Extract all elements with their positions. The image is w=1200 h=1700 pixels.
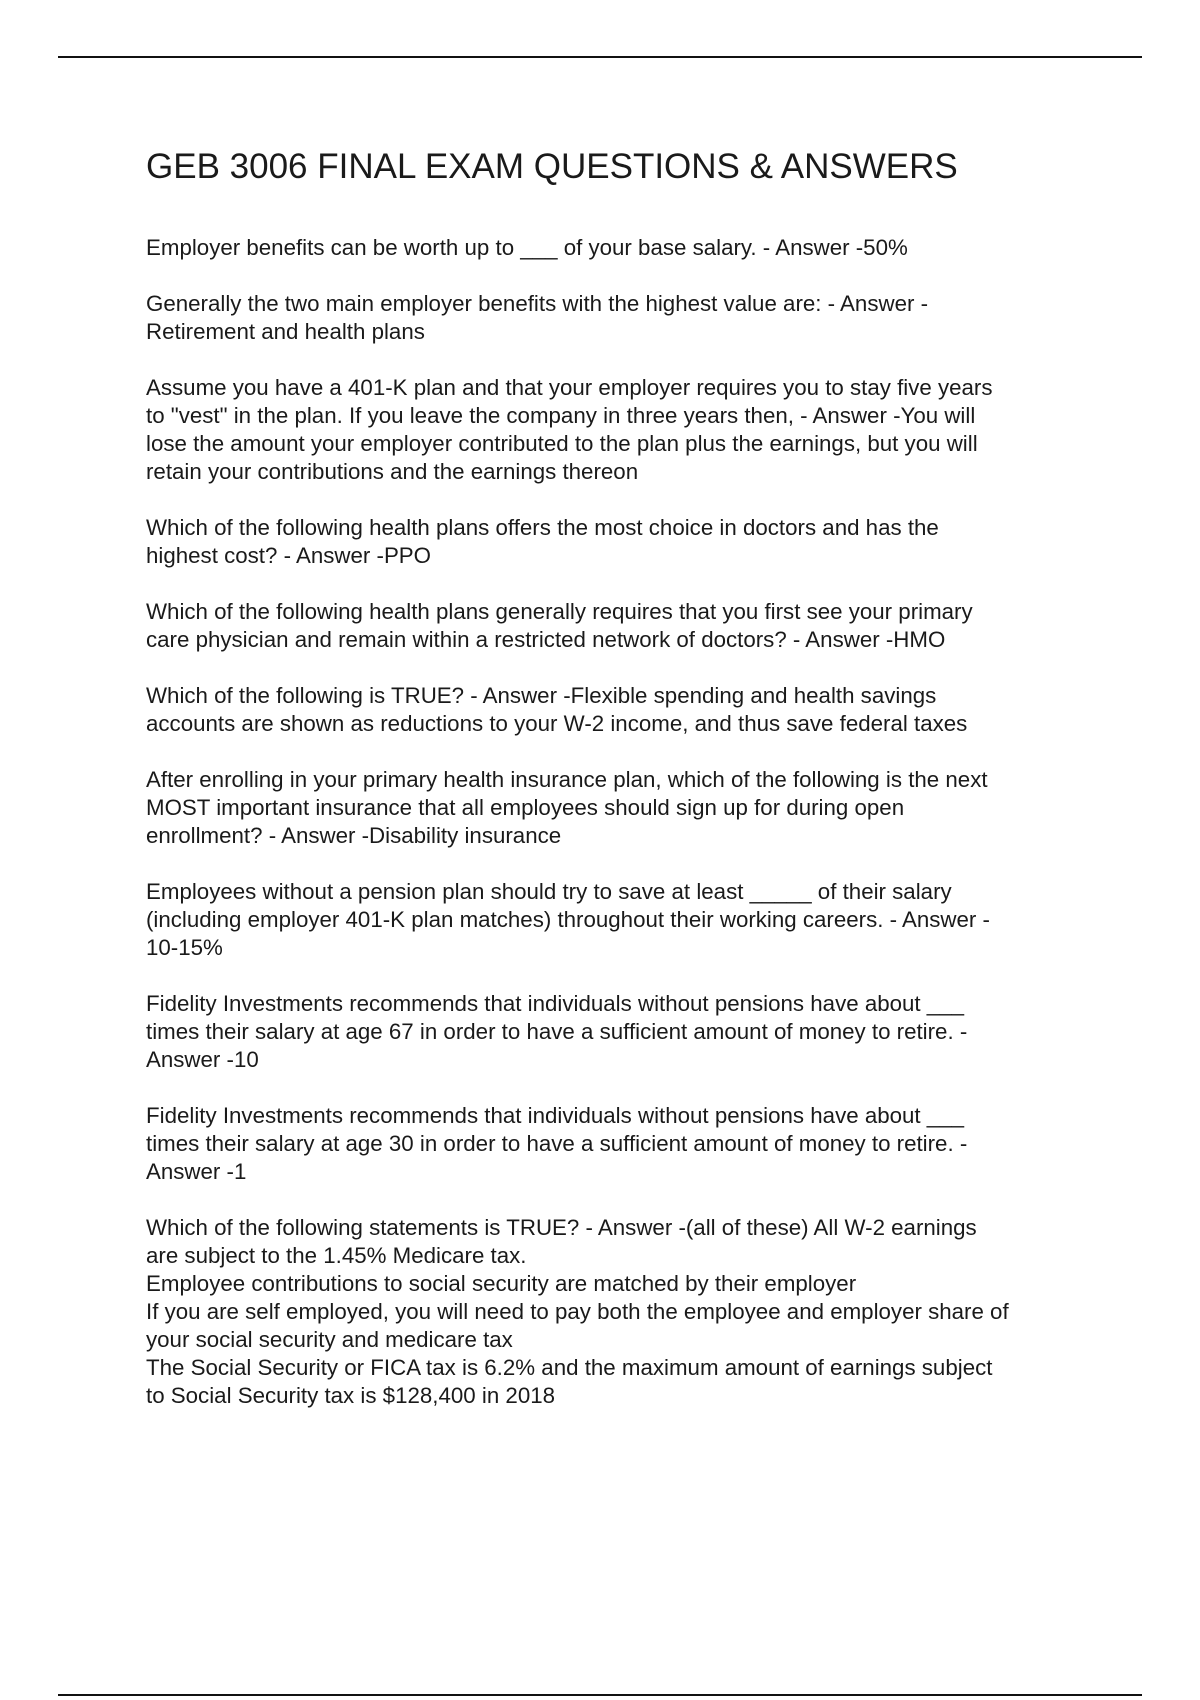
qa-item-4: Which of the following health plans offers the most choice in doctors and has the highest cost? - Answer -PPO <box>146 515 939 568</box>
document-title: GEB 3006 FINAL EXAM QUESTIONS & ANSWERS <box>146 147 958 186</box>
qa-item-6: Which of the following is TRUE? - Answer -Flexible spending and health savings accounts are shown as reductions to your W-2 income, and thus save federal taxes <box>146 683 968 736</box>
qa-item-8: Employees without a pension plan should try to save at least _____ of their salary (including employer 401-K plan matches) throughout their working careers. - Answer - 10-15% <box>146 879 990 960</box>
qa-item-1: Employer benefits can be worth up to ___ of your base salary. - Answer -50% <box>146 235 908 260</box>
qa-item-2: Generally the two main employer benefits with the highest value are: - Answer - Retirement and health plans <box>146 291 929 344</box>
qa-item-11: Which of the following statements is TRUE? - Answer -(all of these) All W-2 earnings are subject to the 1.45% Medicare tax. Employee contributions to social security are matched by their employer If you are self employed, you will need to pay both the employee and employer share of your social security and medicare tax The Social Security or FICA tax is 6.2% and the maximum amount of earnings subject to Social Security tax is $128,400 in 2018 <box>146 1215 1009 1408</box>
qa-list <box>146 234 1091 1410</box>
qa-item-3: Assume you have a 401-K plan and that your employer requires you to stay five years to "vest" in the plan. If you leave the company in three years then, - Answer -You will lose the amount your employer contributed to the plan plus the earnings, but you will retain your contributions and the earnings thereon <box>146 375 993 484</box>
qa-item-5: Which of the following health plans generally requires that you first see your primary care physician and remain within a restricted network of doctors? - Answer -HMO <box>146 599 973 652</box>
document-body <box>146 140 1091 1438</box>
qa-item-10: Fidelity Investments recommends that individuals without pensions have about ___ times their salary at age 30 in order to have a sufficient amount of money to retire. - Answer -1 <box>146 1103 968 1184</box>
top-rule <box>58 56 1142 58</box>
qa-item-7: After enrolling in your primary health insurance plan, which of the following is the next MOST important insurance that all employees should sign up for during open enrollment? - Answer -Disability insurance <box>146 767 988 848</box>
qa-item-9: Fidelity Investments recommends that individuals without pensions have about ___ times their salary at age 67 in order to have a sufficient amount of money to retire. - Answer -10 <box>146 991 968 1072</box>
bottom-rule <box>58 1694 1142 1696</box>
